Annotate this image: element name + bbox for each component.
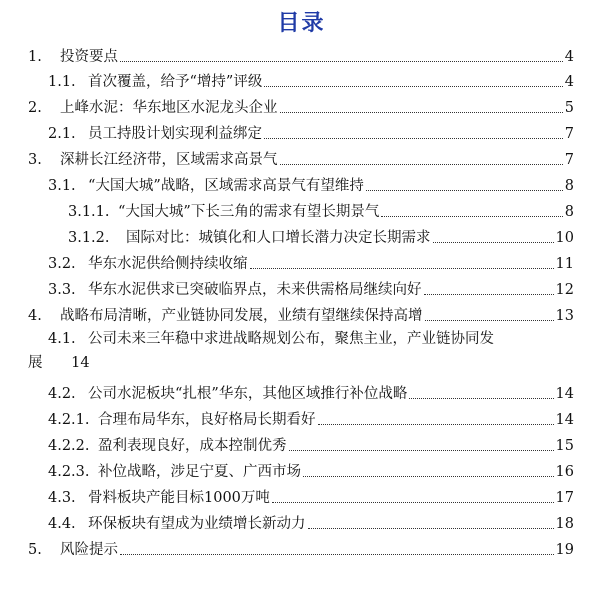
- toc-leader-dots: [433, 242, 554, 243]
- toc-entry-page: 18: [555, 516, 574, 532]
- toc-entry-page: 4: [564, 49, 574, 65]
- toc-entry-page: 7: [564, 152, 574, 168]
- toc-leader-dots: [303, 476, 554, 477]
- toc-entry[interactable]: [48, 251, 574, 273]
- toc-entry-number: 5.: [28, 542, 42, 558]
- toc-entry-number: 1.1.: [48, 74, 76, 90]
- toc-entry[interactable]: [48, 459, 574, 481]
- toc-entry-page: 14: [555, 412, 574, 428]
- toc-leader-dots: [280, 112, 563, 113]
- toc-leader-dots: [250, 268, 554, 269]
- toc-entry[interactable]: [48, 277, 574, 299]
- toc-entry[interactable]: [48, 485, 574, 507]
- toc-entry-number: 3.2.: [48, 256, 76, 272]
- toc-entry[interactable]: [48, 511, 574, 533]
- toc-entry[interactable]: [28, 147, 574, 169]
- toc-leader-dots: [280, 164, 563, 165]
- toc-entry-page: 8: [564, 178, 574, 194]
- toc-entry-page: 5: [564, 100, 574, 116]
- toc-entry-number: 1.: [28, 49, 42, 65]
- toc-entry-text: 环保板块有望成为业绩增长新动力: [88, 516, 306, 532]
- toc-entry-text: 投资要点: [60, 49, 118, 65]
- toc-entry-number: 3.: [28, 152, 42, 168]
- toc-entry[interactable]: [28, 537, 574, 559]
- toc-entry-number: 4.4.: [48, 516, 76, 532]
- toc-entry-text: 补位战略，涉足宁夏、广西市场: [98, 464, 301, 480]
- toc-entry-number: 4.2.2.: [48, 438, 90, 454]
- toc-entry-number: 4.2.3.: [48, 464, 90, 480]
- toc-entry[interactable]: [48, 381, 574, 403]
- toc-leader-dots: [424, 294, 554, 295]
- toc-leader-dots: [120, 554, 554, 555]
- toc-entry-number: 3.1.: [48, 178, 76, 194]
- toc-entry-page: 11: [555, 256, 574, 272]
- toc-entry-number: 4.2.: [48, 386, 76, 402]
- toc-entry[interactable]: [48, 121, 574, 143]
- toc-entry-page: 12: [555, 282, 574, 298]
- toc-entry-text: 华东水泥供求已突破临界点，未来供需格局继续向好: [88, 282, 422, 298]
- toc-entry[interactable]: [28, 44, 574, 66]
- toc-entry-text: 风险提示: [60, 542, 118, 558]
- toc-entry-page: 14: [555, 386, 574, 402]
- toc-entry-page: 14: [71, 355, 90, 371]
- toc-entry-number: 4.3.: [48, 490, 76, 506]
- toc-entry-wrapped[interactable]: [28, 327, 574, 375]
- toc-title: 目录: [277, 11, 326, 36]
- toc-entry[interactable]: [48, 69, 574, 91]
- toc-leader-dots: [289, 450, 554, 451]
- toc-entry-number: 4.1.: [48, 331, 76, 347]
- toc-leader-dots: [366, 190, 563, 191]
- toc-entry-text: 首次覆盖，给予“增持”评级: [88, 74, 263, 90]
- toc-entry-page: 4: [564, 74, 574, 90]
- toc-entry-number: 3.1.1.: [68, 204, 110, 220]
- toc-leader-dots: [425, 320, 554, 321]
- toc-entry-text: 深耕长江经济带，区域需求高景气: [60, 152, 278, 168]
- toc-entry-page: 17: [555, 490, 574, 506]
- toc-entry-page: 10: [555, 230, 574, 246]
- toc-leader-dots: [272, 502, 554, 503]
- toc-leader-dots: [264, 138, 563, 139]
- toc-entry-text: 员工持股计划实现利益绑定: [88, 126, 262, 142]
- toc-entry-text: 公司水泥板块“扎根”华东，其他区域推行补位战略: [88, 386, 408, 402]
- toc-entry-text: 上峰水泥：华东地区水泥龙头企业: [60, 100, 278, 116]
- toc-entry-page: 19: [555, 542, 574, 558]
- toc-entry-text: 盈利表现良好，成本控制优秀: [98, 438, 287, 454]
- toc-entry-number: 4.: [28, 308, 42, 324]
- toc-entry-number: 2.1.: [48, 126, 76, 142]
- toc-leader-dots: [308, 528, 554, 529]
- toc-entry-text: “大国大城”下长三角的需求有望长期景气: [118, 204, 380, 220]
- toc-entry[interactable]: [68, 199, 574, 221]
- toc-entry-text: 公司未来三年稳中求进战略规划公布，聚焦主业，产业链协同发: [88, 331, 494, 347]
- toc-entry-text: “大国大城”战略，区域需求高景气有望维持: [88, 178, 364, 194]
- toc-leader-dots: [264, 86, 562, 87]
- toc-entry-text: 骨料板块产能目标1000万吨: [88, 490, 270, 506]
- toc-entry[interactable]: [28, 303, 574, 325]
- toc-entry[interactable]: [28, 95, 574, 117]
- toc-entry-page: 7: [564, 126, 574, 142]
- toc-entry-number: 2.: [28, 100, 42, 116]
- toc-entry-number: 3.3.: [48, 282, 76, 298]
- toc-entry-page: 15: [555, 438, 574, 454]
- toc-leader-dots: [318, 424, 554, 425]
- toc-entry-text-continued: 展: [28, 355, 43, 371]
- toc-entry-number: 4.2.1.: [48, 412, 90, 428]
- toc-entry-number: 3.1.2.: [68, 230, 110, 246]
- toc-entry-text: 战略布局清晰，产业链协同发展，业绩有望继续保持高增: [60, 308, 423, 324]
- toc-entry-page: 8: [564, 204, 574, 220]
- toc-entry-page: 16: [555, 464, 574, 480]
- toc-entry[interactable]: [48, 407, 574, 429]
- toc-entry-text: 华东水泥供给侧持续收缩: [88, 256, 248, 272]
- toc-entry-text: 国际对比：城镇化和人口增长潜力决定长期需求: [126, 230, 431, 246]
- toc-leader-dots: [120, 61, 563, 62]
- toc-leader-dots: [381, 216, 562, 217]
- toc-entry[interactable]: [48, 433, 574, 455]
- toc-entry[interactable]: [48, 173, 574, 195]
- toc-entry[interactable]: [68, 225, 574, 247]
- toc-entry-page: 13: [555, 308, 574, 324]
- toc-entry-text: 合理布局华东，良好格局长期看好: [98, 412, 316, 428]
- toc-leader-dots: [409, 398, 553, 399]
